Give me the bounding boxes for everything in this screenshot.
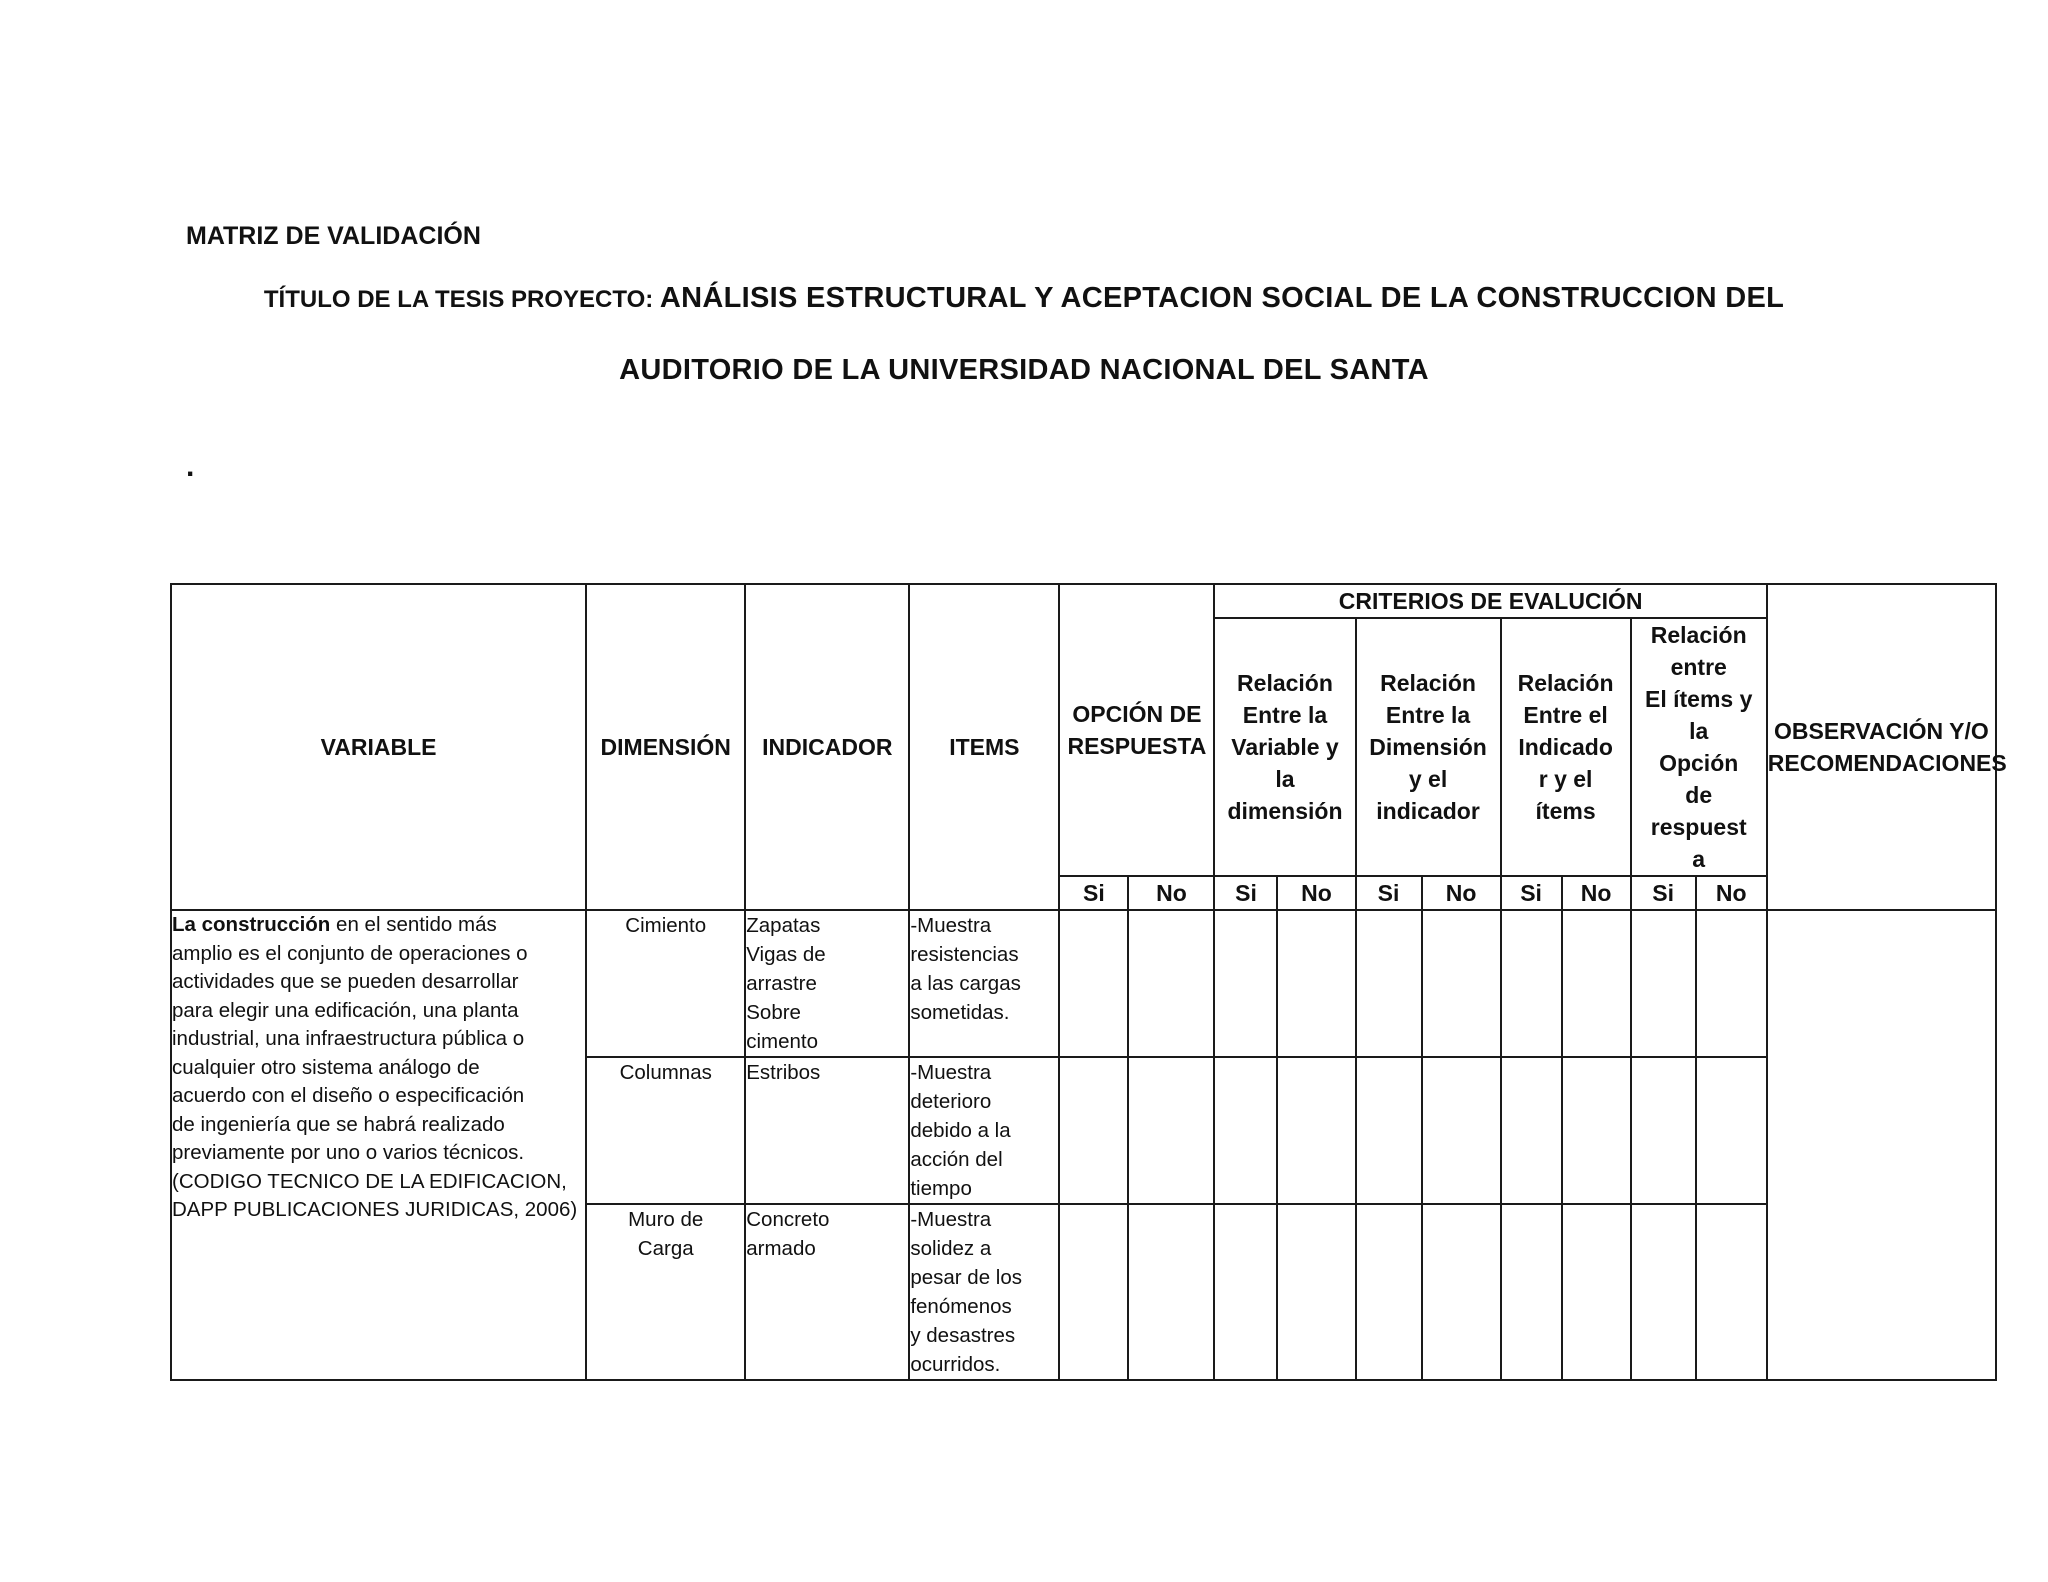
variable-definition: en el sentido más amplio es el conjunto de operaciones o actividades que se pueden desarrollar para elegir una edificación, una planta industrial, una infraestructura pública o cualquier otro sistema análogo de acuerdo con el diseño o especificación de ingeniería que se habrá realizado previamente por uno o varios técnicos. (CODIGO TECNICO DE LA EDIFICACION, DAPP PUBLICACIONES JURIDICAS, 2006): [172, 913, 578, 1221]
criteria-cell-no[interactable]: [1422, 910, 1501, 1057]
header-si: Si: [1214, 876, 1277, 910]
criteria-cell-si[interactable]: [1356, 1204, 1422, 1380]
thesis-title-prefix: TÍTULO DE LA TESIS PROYECTO:: [263, 286, 660, 313]
item-cell: -Muestra resistencias a las cargas sometidas.: [909, 910, 1059, 1057]
criteria-cell-no[interactable]: [1562, 1057, 1631, 1204]
header-dimension: DIMENSIÓN: [586, 584, 745, 910]
observations-cell[interactable]: [1767, 910, 1996, 1380]
criteria-cell-si[interactable]: [1356, 910, 1422, 1057]
thesis-title-line-1: [0, 282, 2048, 315]
table-row: [171, 910, 1996, 1057]
header-variable: VARIABLE: [171, 584, 586, 910]
item-cell: -Muestra solidez a pesar de los fenómenos y desastres ocurridos.: [909, 1204, 1059, 1380]
criteria-cell-si[interactable]: [1214, 1057, 1277, 1204]
criteria-cell-no[interactable]: [1422, 1057, 1501, 1204]
criteria-cell-no[interactable]: [1277, 1204, 1355, 1380]
header-si: Si: [1356, 876, 1422, 910]
response-cell-si[interactable]: [1059, 910, 1128, 1057]
header-response-option: OPCIÓN DE RESPUESTA: [1059, 584, 1214, 876]
criteria-cell-no[interactable]: [1696, 1057, 1767, 1204]
thesis-title-line-2: [0, 354, 2048, 387]
response-cell-si[interactable]: [1059, 1057, 1128, 1204]
criteria-cell-no[interactable]: [1696, 910, 1767, 1057]
header-no: No: [1128, 876, 1214, 910]
variable-definition-cell: [171, 910, 586, 1380]
header-si: Si: [1059, 876, 1128, 910]
header-observations: OBSERVACIÓN Y/O RECOMENDACIONES: [1767, 584, 1996, 910]
criteria-cell-no[interactable]: [1277, 1057, 1355, 1204]
item-cell: -Muestra deterioro debido a la acción del tiempo: [909, 1057, 1059, 1204]
header-relation-variable-dimension: Relación Entre la Variable y la dimensión: [1214, 618, 1355, 876]
criteria-cell-si[interactable]: [1214, 910, 1277, 1057]
indicator-cell: Concreto armado: [745, 1204, 909, 1380]
header-indicator: INDICADOR: [745, 584, 909, 910]
document-heading: MATRIZ DE VALIDACIÓN: [186, 222, 481, 250]
validation-matrix-table: [170, 583, 2007, 1381]
criteria-cell-si[interactable]: [1631, 1057, 1696, 1204]
response-cell-no[interactable]: [1128, 1204, 1214, 1380]
criteria-cell-si[interactable]: [1501, 1057, 1562, 1204]
header-si: Si: [1501, 876, 1562, 910]
thesis-title-text-continued: AUDITORIO DE LA UNIVERSIDAD NACIONAL DEL SANTA: [619, 354, 1429, 386]
response-cell-no[interactable]: [1128, 910, 1214, 1057]
criteria-cell-no[interactable]: [1562, 1204, 1631, 1380]
header-row-criteria: [171, 584, 1996, 618]
response-cell-si[interactable]: [1059, 1204, 1128, 1380]
dimension-cell: Cimiento: [586, 910, 745, 1057]
header-relation-items-option: Relación entre El ítems y la Opción de respuest a: [1631, 618, 1767, 876]
criteria-cell-si[interactable]: [1501, 1204, 1562, 1380]
header-items: ITEMS: [909, 584, 1059, 910]
header-si: Si: [1631, 876, 1696, 910]
bullet-dot: .: [186, 450, 195, 483]
criteria-cell-si[interactable]: [1214, 1204, 1277, 1380]
header-relation-dimension-indicator: Relación Entre la Dimensión y el indicador: [1356, 618, 1501, 876]
dimension-cell: Columnas: [586, 1057, 745, 1204]
indicator-cell: Estribos: [745, 1057, 909, 1204]
criteria-cell-si[interactable]: [1631, 910, 1696, 1057]
criteria-cell-si[interactable]: [1501, 910, 1562, 1057]
dimension-cell: Muro de Carga: [586, 1204, 745, 1380]
indicator-cell: Zapatas Vigas de arrastre Sobre cimento: [745, 910, 909, 1057]
header-evaluation-criteria: CRITERIOS DE EVALUCIÓN: [1214, 584, 1766, 618]
header-relation-indicator-items: Relación Entre el Indicado r y el ítems: [1501, 618, 1631, 876]
criteria-cell-si[interactable]: [1356, 1057, 1422, 1204]
variable-term: La construcción: [172, 913, 331, 936]
header-no: No: [1422, 876, 1501, 910]
criteria-cell-no[interactable]: [1422, 1204, 1501, 1380]
criteria-cell-no[interactable]: [1562, 910, 1631, 1057]
response-cell-no[interactable]: [1128, 1057, 1214, 1204]
thesis-title-text: ANÁLISIS ESTRUCTURAL Y ACEPTACION SOCIAL DE LA CONSTRUCCION DEL: [659, 282, 1785, 314]
header-no: No: [1696, 876, 1767, 910]
criteria-cell-no[interactable]: [1696, 1204, 1767, 1380]
criteria-cell-si[interactable]: [1631, 1204, 1696, 1380]
header-no: No: [1562, 876, 1631, 910]
header-no: No: [1277, 876, 1355, 910]
criteria-cell-no[interactable]: [1277, 910, 1355, 1057]
